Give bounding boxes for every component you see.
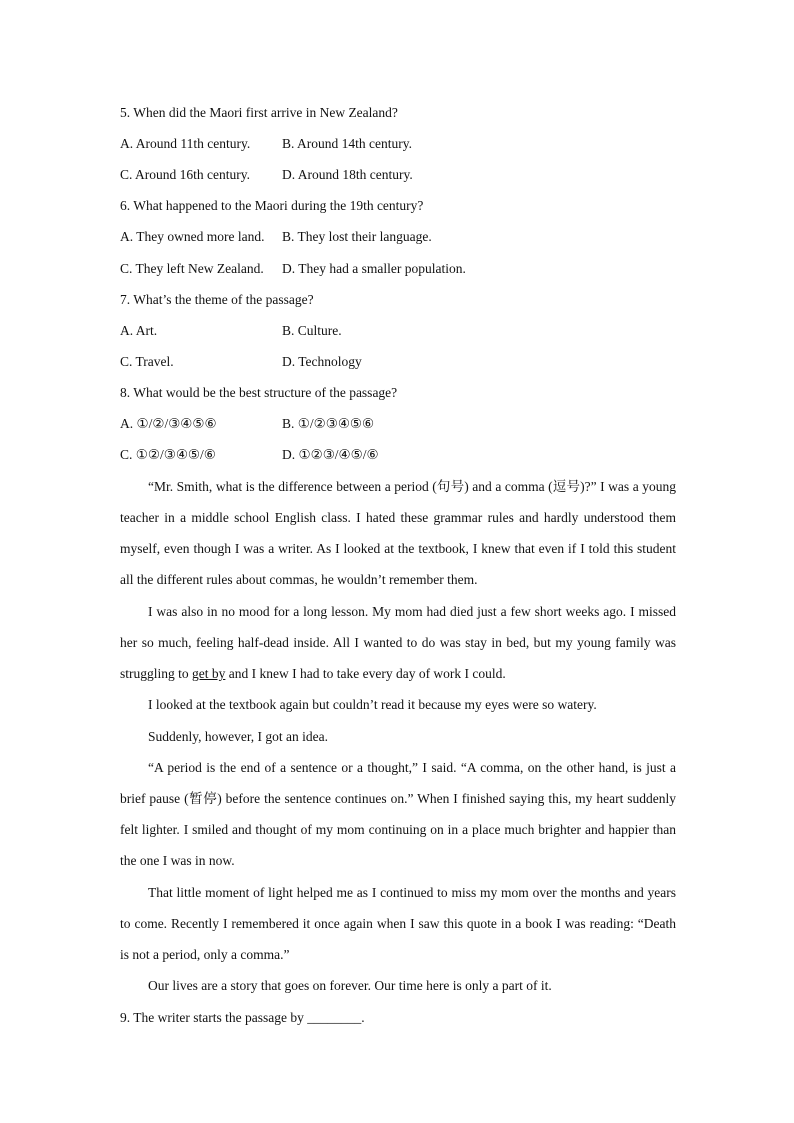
passage-paragraph-2 bbox=[120, 596, 676, 689]
passage-paragraph-5: “A period is the end of a sentence or a thought,” I said. “A comma, on the other hand, is just a brief pause (暂停) before the sentence continues on.” When I finished saying this, my heart suddenly felt lighter. I smiled and thought of my mom continuing on in a place much brighter and happier than the one I was in now. bbox=[120, 760, 676, 869]
question-7-option-b: B. Culture. bbox=[282, 323, 342, 338]
passage-paragraph-2-end: and I knew I had to take every day of work I could. bbox=[225, 666, 506, 682]
question-7-option-a: A. Art. bbox=[120, 323, 158, 338]
question-6-stem: 6. What happened to the Maori during the 19th century? bbox=[120, 198, 424, 213]
passage-paragraph-7: Our lives are a story that goes on forever. Our time here is only a part of it. bbox=[148, 978, 552, 993]
question-6-option-b: B. They lost their language. bbox=[282, 229, 432, 244]
question-7-option-d: D. Technology bbox=[282, 354, 362, 369]
question-8-stem: 8. What would be the best structure of the passage? bbox=[120, 385, 398, 400]
question-5-option-a: A. Around 11th century. bbox=[120, 136, 251, 151]
passage-paragraph-6: That little moment of light helped me as I continued to miss my mom over the months and years to come. Recently I remembered it once again when I saw this quote in a book I was reading: “Death is not a period, only a comma.” bbox=[120, 885, 676, 963]
question-8-option-a: A. ①/②/③④⑤⑥ bbox=[120, 416, 217, 431]
passage-paragraph-3: I looked at the textbook again but couldn’t read it because my eyes were so watery. bbox=[148, 697, 597, 712]
passage-paragraph-2-text: I was also in no mood for a long lesson. My mom had died just a few short weeks ago. I missed her so much, feeling half-dead inside. All I wanted to do was stay in bed, but my young family was struggling to bbox=[120, 604, 676, 682]
passage-paragraph-4: Suddenly, however, I got an idea. bbox=[148, 729, 329, 744]
question-6-option-a: A. They owned more land. bbox=[120, 229, 265, 244]
question-8-option-c: C. ①②/③④⑤/⑥ bbox=[120, 447, 216, 462]
question-5-option-c: C. Around 16th century. bbox=[120, 167, 250, 182]
underlined-phrase: get by bbox=[192, 666, 226, 682]
question-6-option-c: C. They left New Zealand. bbox=[120, 261, 264, 276]
question-5-option-b: B. Around 14th century. bbox=[282, 136, 412, 151]
question-7-stem: 7. What’s the theme of the passage? bbox=[120, 292, 314, 307]
question-5-option-d: D. Around 18th century. bbox=[282, 167, 413, 182]
question-5-stem: 5. When did the Maori first arrive in New Zealand? bbox=[120, 105, 398, 120]
question-9-stem: 9. The writer starts the passage by ________. bbox=[120, 1010, 365, 1025]
question-8-option-d: D. ①②③/④⑤/⑥ bbox=[282, 447, 379, 462]
question-7-option-c: C. Travel. bbox=[120, 354, 174, 369]
question-8-option-b: B. ①/②③④⑤⑥ bbox=[282, 416, 375, 431]
passage-paragraph-1: “Mr. Smith, what is the difference between a period (句号) and a comma (逗号)?” I was a young teacher in a middle school English class. I hated these grammar rules and hardly understood them myself, even though I was a writer. As I looked at the textbook, I knew that even if I told this student all the different rules about commas, he wouldn’t remember them. bbox=[120, 479, 676, 588]
question-6-option-d: D. They had a smaller population. bbox=[282, 261, 466, 276]
